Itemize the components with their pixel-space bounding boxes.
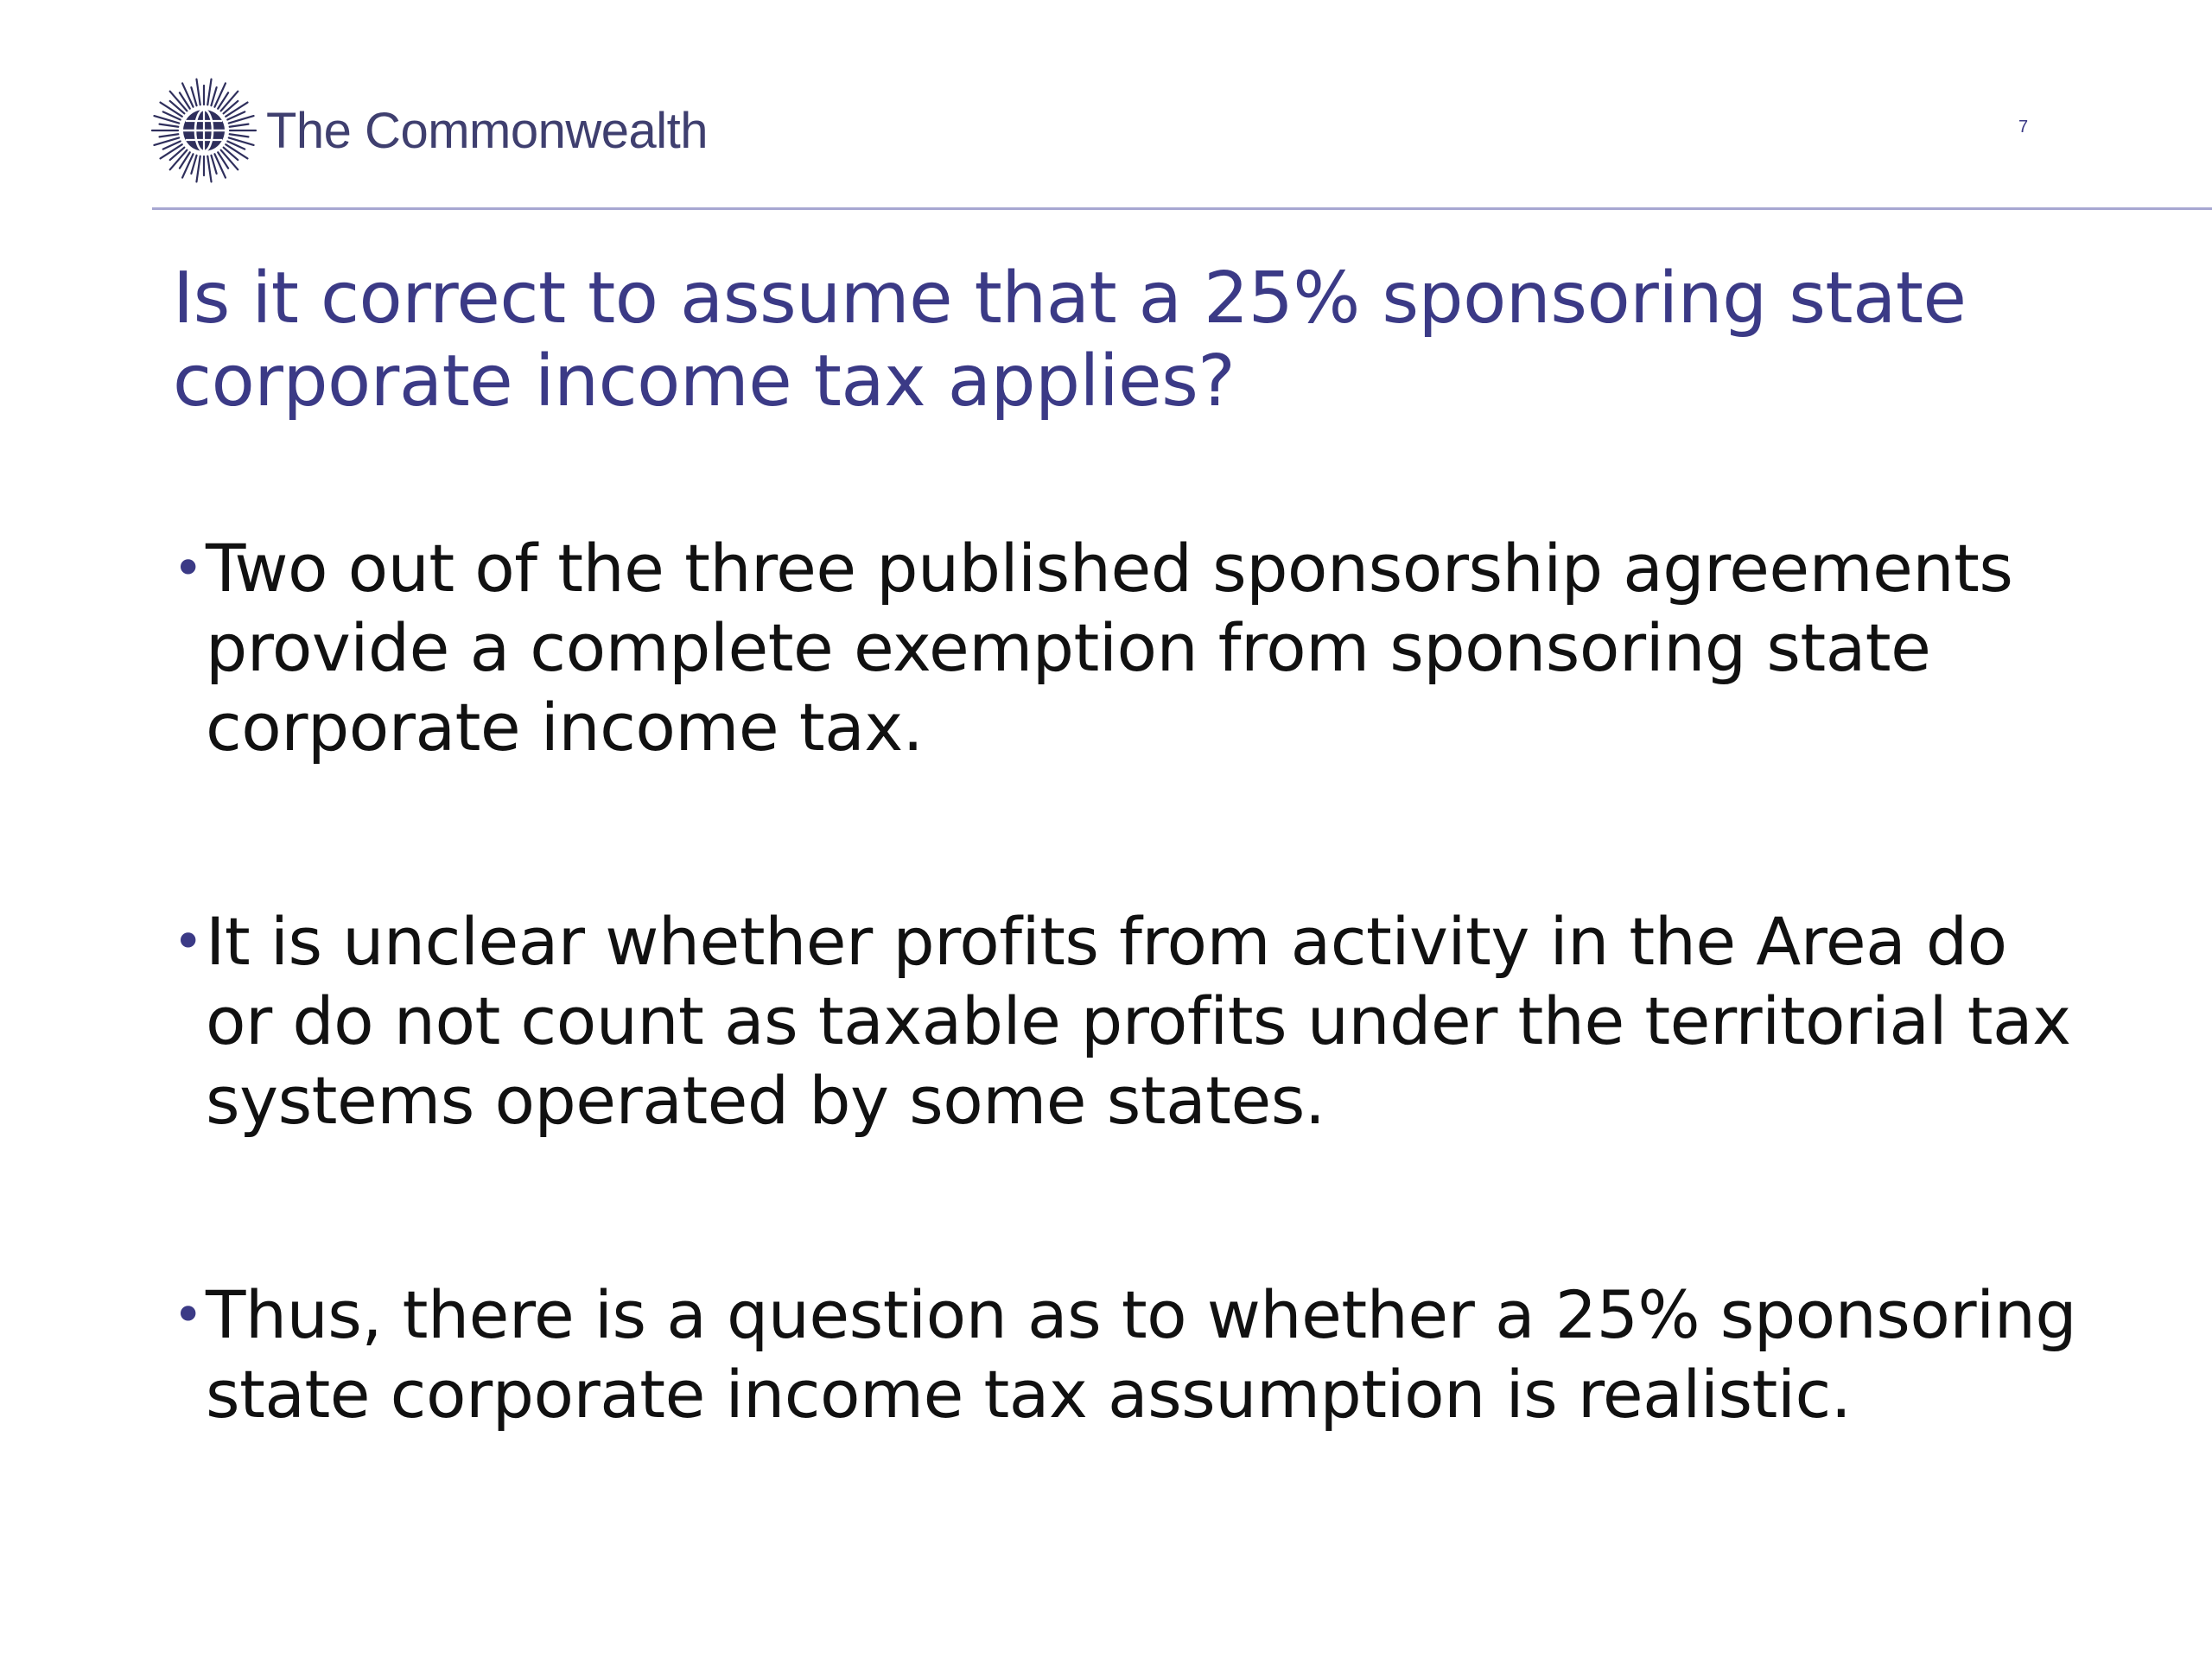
- bullet-text: Thus, there is a question as to whether a 25% sponsoring state corporate income tax assumption is realistic.: [206, 1276, 2077, 1433]
- bullet-marker: •: [173, 912, 203, 972]
- header-divider: [152, 207, 2212, 210]
- bullet-list: [173, 529, 2091, 1434]
- logo-ray: [230, 124, 249, 127]
- commonwealth-logo-icon: [150, 73, 257, 188]
- logo-ray: [170, 148, 185, 160]
- organization-name: The Commonwealth: [266, 102, 708, 159]
- bullet-text: It is unclear whether profits from activity in the Area do or do not count as taxable profits under the territorial tax systems operated by some states.: [206, 903, 2071, 1139]
- bullet-item: [173, 1275, 2091, 1434]
- logo-ray: [170, 101, 185, 113]
- logo-ray: [224, 101, 238, 113]
- bullet-item: [173, 529, 2091, 767]
- logo-ray: [207, 156, 211, 182]
- logo-ray: [224, 148, 238, 160]
- logo-ray: [196, 156, 200, 182]
- logo-ray: [196, 79, 200, 105]
- logo-ray: [160, 134, 179, 137]
- bullet-marker: •: [173, 538, 203, 599]
- header: [150, 73, 708, 188]
- bullet-item: [173, 902, 2091, 1141]
- page-number: 7: [2018, 118, 2029, 137]
- logo-ray: [230, 134, 249, 137]
- bullet-text: Two out of the three published sponsorship agreements provide a complete exemption from sponsoring state corporate income tax.: [206, 530, 2013, 766]
- bullet-marker: •: [173, 1285, 203, 1345]
- logo-ray: [207, 79, 211, 105]
- slide-title: Is it correct to assume that a 25% sponsoring state corporate income tax applies?: [173, 257, 1967, 423]
- logo-ray: [160, 124, 179, 127]
